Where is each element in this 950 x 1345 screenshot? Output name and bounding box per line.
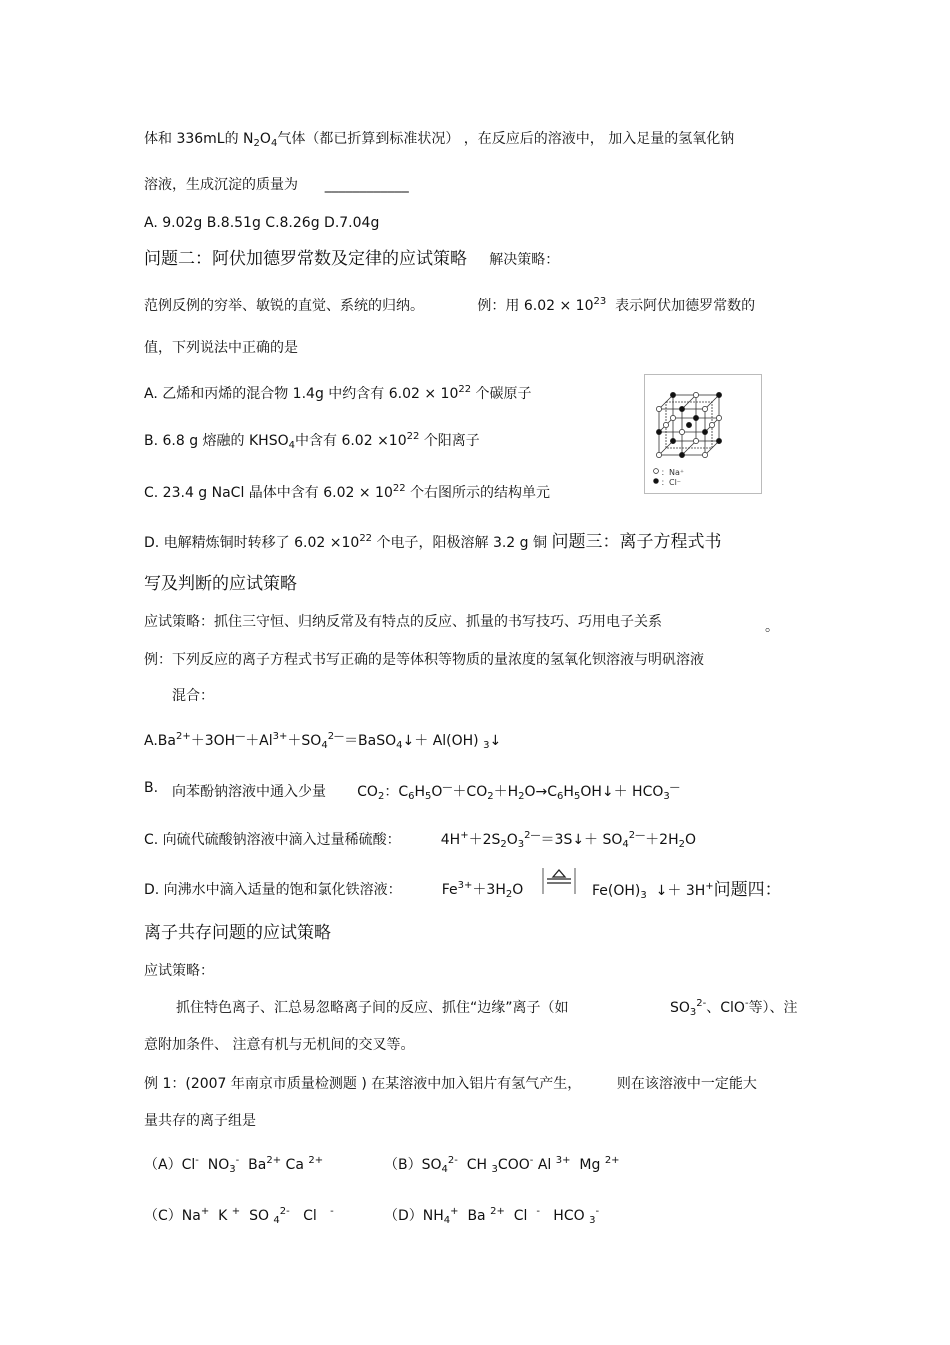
text-line: 量共存的离子组是 <box>144 1113 256 1129</box>
legend-na: ：Na⁺ <box>661 468 685 477</box>
period-mark: 。 <box>765 619 779 635</box>
equation-b: 向苯酚钠溶液中通入少量 $CO_2$：$C_6H_5O^—+CO_2+H_2O\to C_6H_5OH↓+ HCO_3^—$ <box>172 782 680 802</box>
equation-d-product: $Fe(OH)_3$ ↓＋ 3H+问题四： <box>592 880 782 901</box>
text-line: 混合： <box>172 688 214 704</box>
heating-arrow-icon <box>542 867 576 895</box>
ion-group-b: $(B)SO_4^{2-}$ CH $_3$COO- Al $^{3+}$ Mg $^{2+}$ <box>384 1155 620 1175</box>
equation-c: C. 向硫代硫酸钠溶液中滴入过量稀硫酸： $4H^++2S_2O_3^{2—}=3S↓+ SO_4^{2—}+2H_2O$ <box>144 830 697 850</box>
text-line: 意附加条件、 注意有机与无机间的交叉等。 <box>144 1037 415 1053</box>
section-heading-3: 问题三：离子方程式书 <box>551 532 722 552</box>
equation-a: $A.Ba^{2+}+3OH^—+Al^{3+}+SO_4^{2—}=BaSO_4↓+ Al(OH)$ $_3$↓ <box>144 731 502 751</box>
section-heading-4: 问题四： <box>713 880 782 900</box>
text-line: 溶液，生成沉淀的质量为 ____________ <box>144 177 409 193</box>
text-line: 体和 336mL的 $N_2O_4$气体（都已折算到标准状况） ，在反应后的溶液中， 加入足量的氢氧化钠 <box>144 131 735 149</box>
equation-b-label: B. <box>144 780 159 796</box>
option-b: B. 6.8 g 熔融的 $KHSO_4$中含有 $6.02 \times 10^{22}$ 个阳离子 <box>144 431 480 451</box>
option-d: D. 电解精炼铜时转移了 $6.02 \times 10^{22}$ 个电子，阳极溶解 3.2 g 铜 问题三：离子方程式书 <box>144 532 722 552</box>
section-heading-3-cont: 写及判断的应试策略 <box>144 574 297 594</box>
section-heading-4-cont: 离子共存问题的应试策略 <box>144 923 331 943</box>
nacl-crystal-figure <box>644 374 762 494</box>
legend-cl: ：Cl⁻ <box>661 478 682 487</box>
answer-blank: ____________ <box>324 177 409 193</box>
option-a: A. 乙烯和丙烯的混合物 1.4g 中约含有 $6.02 \times 10^{22}$ 个碳原子 <box>144 384 532 402</box>
answer-options: A. 9.02g B.8.51g C.8.26g D.7.04g <box>144 215 380 231</box>
text-line: 例：下列反应的离子方程式书写正确的是等体积等物质的量浓度的氢氧化钡溶液与明矾溶液 <box>144 652 704 668</box>
text-line: 范例反例的穷举、敏锐的直觉、系统的归纳。 例：用 $6.02 \times 10^{23}$ 表示阿伏加德罗常数的 <box>144 296 756 314</box>
ion-group-c: （C）Na+ K + SO $_4^{2-}$ Cl - <box>144 1206 334 1226</box>
text-line: 例 1：(2007 年南京市质量检测题 ) 在某溶液中加入铝片有氢气产生， 则在该溶液中一定能大 <box>144 1076 757 1092</box>
text-line-ions: $SO_3^{2-}$、ClO-等）、注 <box>670 998 798 1018</box>
text-line: 应试策略：抓住三守恒、归纳反常及有特点的反应、抓量的书写技巧、巧用电子关系 <box>144 614 662 630</box>
text-line: 抓住特色离子、汇总易忽略离子间的反应、抓住“边缘”离子（如 <box>176 1000 569 1016</box>
text-line: 值，下列说法中正确的是 <box>144 340 298 356</box>
equation-d: D. 向沸水中滴入适量的饱和氯化铁溶液： $Fe^{3+}+3H_2O$ <box>144 880 524 900</box>
option-c: C. 23.4 g NaCl 晶体中含有 $6.02 \times 10^{22}$ 个右图所示的结构单元 <box>144 483 551 501</box>
section-heading-2: 问题二：阿伏加德罗常数及定律的应试策略 解决策略： <box>144 249 560 269</box>
ion-group-d: $(D)NH_4^+$ Ba $^{2+}$ Cl - HCO $_3$- <box>384 1206 600 1226</box>
ion-group-a: （A）Cl- $NO_3^-$ $Ba^{2+}$ Ca $^{2+}$ <box>144 1155 324 1175</box>
text-line: 应试策略： <box>144 963 214 979</box>
